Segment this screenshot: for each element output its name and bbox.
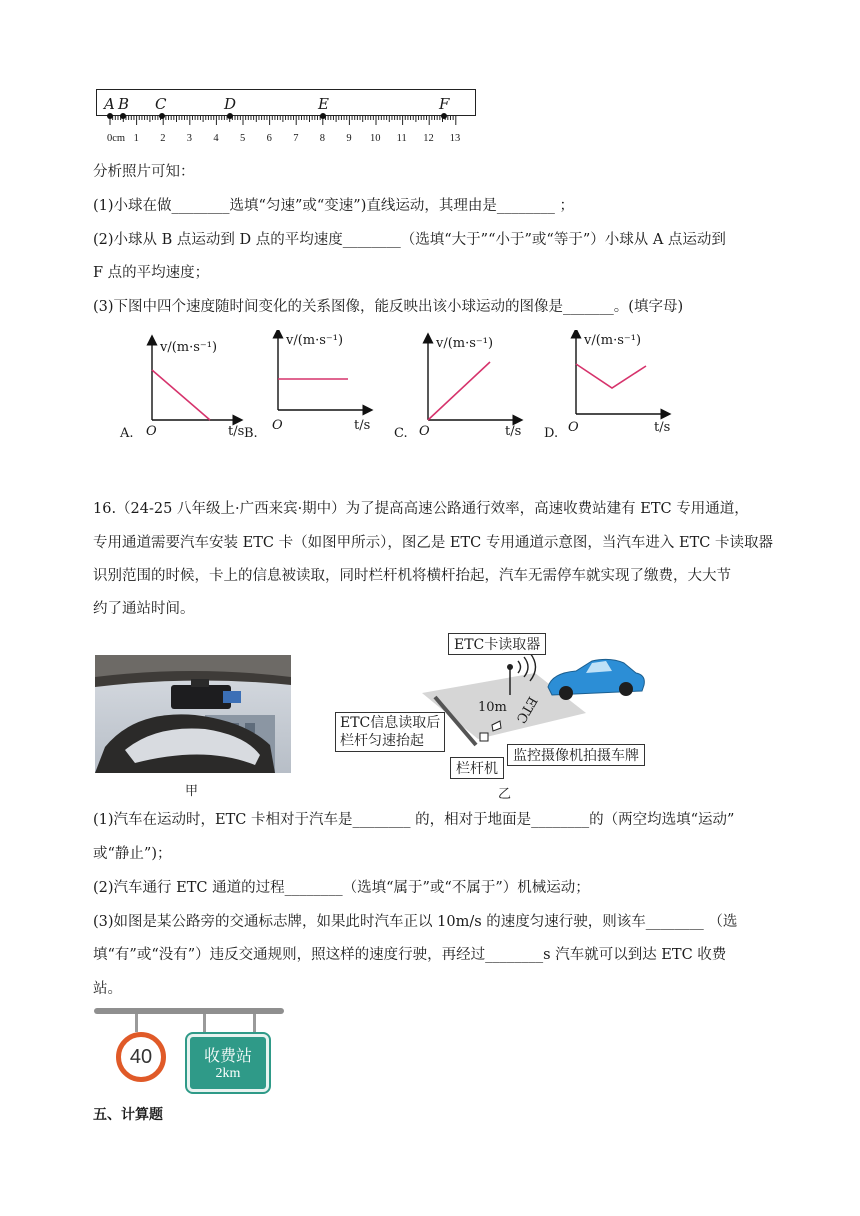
q16-part3-line3: 站。 [93, 981, 122, 997]
option-a: A. [120, 426, 134, 441]
point-e-dot [320, 113, 326, 119]
barrier-note [335, 712, 445, 752]
barrier-note-line1: ETC信息读取后 [340, 715, 441, 731]
graph-d-ylabel: v/(m·s⁻¹) [584, 333, 642, 348]
ruler-tick-label: 12 [423, 133, 434, 144]
distance-label: 10m [478, 700, 507, 715]
point-label-c: C [155, 95, 167, 113]
photo-caption: 甲 [185, 784, 199, 799]
point-f-dot [441, 113, 447, 119]
point-d-dot [227, 113, 233, 119]
toll-station-name: 收费站 [203, 1046, 252, 1065]
q16-part3-line2: 填“有”或“没有”）违反交通规则，照这样的速度行驶，再经过________s 汽车就可以到达 ETC 收费 [93, 947, 727, 963]
q16-line1: 16.（24-25 八年级上·广西来宾·期中）为了提高高速公路通行效率，高速收费站建有 ETC 专用通道， [93, 501, 749, 517]
point-label-a: A [104, 95, 115, 113]
graph-d-line [576, 364, 646, 388]
q15-intro: 分析照片可知： [93, 164, 195, 180]
car-icon [548, 659, 644, 700]
barrier-note-line2: 栏杆匀速抬起 [340, 733, 424, 749]
q15-part1: (1)小球在做________选填“匀速”或“变速”)直线运动，其理由是________ ； [93, 198, 574, 214]
ruler-tick-label: 5 [240, 133, 246, 144]
point-label-f: F [439, 95, 450, 113]
graph-d-xlabel: t/s [654, 420, 671, 435]
barrier-machine-label: 栏杆机 [450, 757, 504, 779]
point-label-e: E [318, 95, 329, 113]
point-b-dot [120, 113, 126, 119]
graph-b-xlabel: t/s [354, 418, 371, 433]
graph-a-line [152, 370, 210, 420]
ruler-scale [96, 89, 481, 139]
section-heading: 五、计算题 [93, 1107, 163, 1123]
option-c: C. [394, 426, 408, 441]
etc-device [171, 685, 231, 709]
ruler-tick-label: 0cm [107, 133, 126, 144]
camera-label: 监控摄像机拍摄车牌 [507, 744, 645, 766]
graph-b-ylabel: v/(m·s⁻¹) [286, 333, 344, 348]
q15-part2-line2: F 点的平均速度； [93, 265, 210, 281]
q16-line2: 专用通道需要汽车安装 ETC 卡（如图甲所示），图乙是 ETC 专用通道示意图，当汽车进入 ETC 卡读取器 [93, 535, 773, 551]
q16-part3-line1: (3)如图是某公路旁的交通标志牌，如果此时汽车正以 10m/s 的速度匀速行驶，则该车________ （选 [93, 914, 738, 930]
option-b: B. [244, 426, 258, 441]
q16-line3: 识别范围的时候，卡上的信息被读取，同时栏杆机将横杆抬起，汽车无需停车就实现了缴费，大大节 [93, 568, 731, 584]
speed-limit-sign: 40 [116, 1032, 166, 1082]
ruler-tick-label: 1 [133, 133, 139, 144]
etc-card-photo [95, 655, 291, 773]
q16-part1-line2: 或“静止”)； [93, 846, 172, 862]
graph-c-xlabel: t/s [505, 424, 522, 439]
toll-station-sign [187, 1034, 269, 1092]
option-d: D. [544, 426, 559, 441]
ruler-tick-label: 7 [293, 133, 299, 144]
graph-a-xlabel: t/s [228, 424, 245, 439]
point-a-dot [107, 113, 113, 119]
graph-c-ylabel: v/(m·s⁻¹) [436, 336, 494, 351]
point-label-b: B [118, 95, 130, 113]
q15-part2-line1: (2)小球从 B 点运动到 D 点的平均速度________（选填“大于”“小于”或“等于”）小球从 A 点运动到 [93, 232, 726, 248]
ruler-tick-label: 6 [266, 133, 272, 144]
point-c-dot [159, 113, 165, 119]
graph-c-line [428, 362, 490, 420]
graph-b-origin: O [272, 418, 283, 433]
graph-a-origin: O [146, 424, 157, 439]
q16-part2: (2)汽车通行 ETC 通道的过程________（选填“属于”或“不属于”）机械运动； [93, 880, 590, 896]
ruler-tick-label: 3 [186, 133, 193, 144]
q16-line4: 约了通站时间。 [93, 601, 195, 617]
ruler-tick-label: 11 [396, 133, 407, 144]
etc-road-text: ETC [512, 693, 540, 726]
ruler-tick-label: 10 [370, 133, 381, 144]
ruler-tick-label: 9 [346, 133, 352, 144]
etc-reader-label: ETC卡读取器 [448, 633, 546, 655]
graph-a-ylabel: v/(m·s⁻¹) [160, 340, 218, 355]
ruler-tick-label: 2 [160, 133, 166, 144]
ruler-tick-label: 8 [319, 133, 326, 144]
graph-d-origin: O [568, 420, 579, 435]
q15-part3: (3)下图中四个速度随时间变化的关系图像，能反映出该小球运动的图像是_______。(填字母) [93, 299, 684, 315]
q16-part1-line1: (1)汽车在运动时，ETC 卡相对于汽车是________ 的，相对于地面是________的（两空均选填“运动” [93, 812, 735, 828]
graph-c-origin: O [419, 424, 430, 439]
toll-station-distance: 2km [215, 1066, 241, 1081]
ruler-tick-label: 13 [449, 133, 461, 144]
ruler-tick-label: 4 [213, 133, 219, 144]
point-label-d: D [224, 95, 237, 113]
diagram-caption: 乙 [498, 787, 512, 802]
